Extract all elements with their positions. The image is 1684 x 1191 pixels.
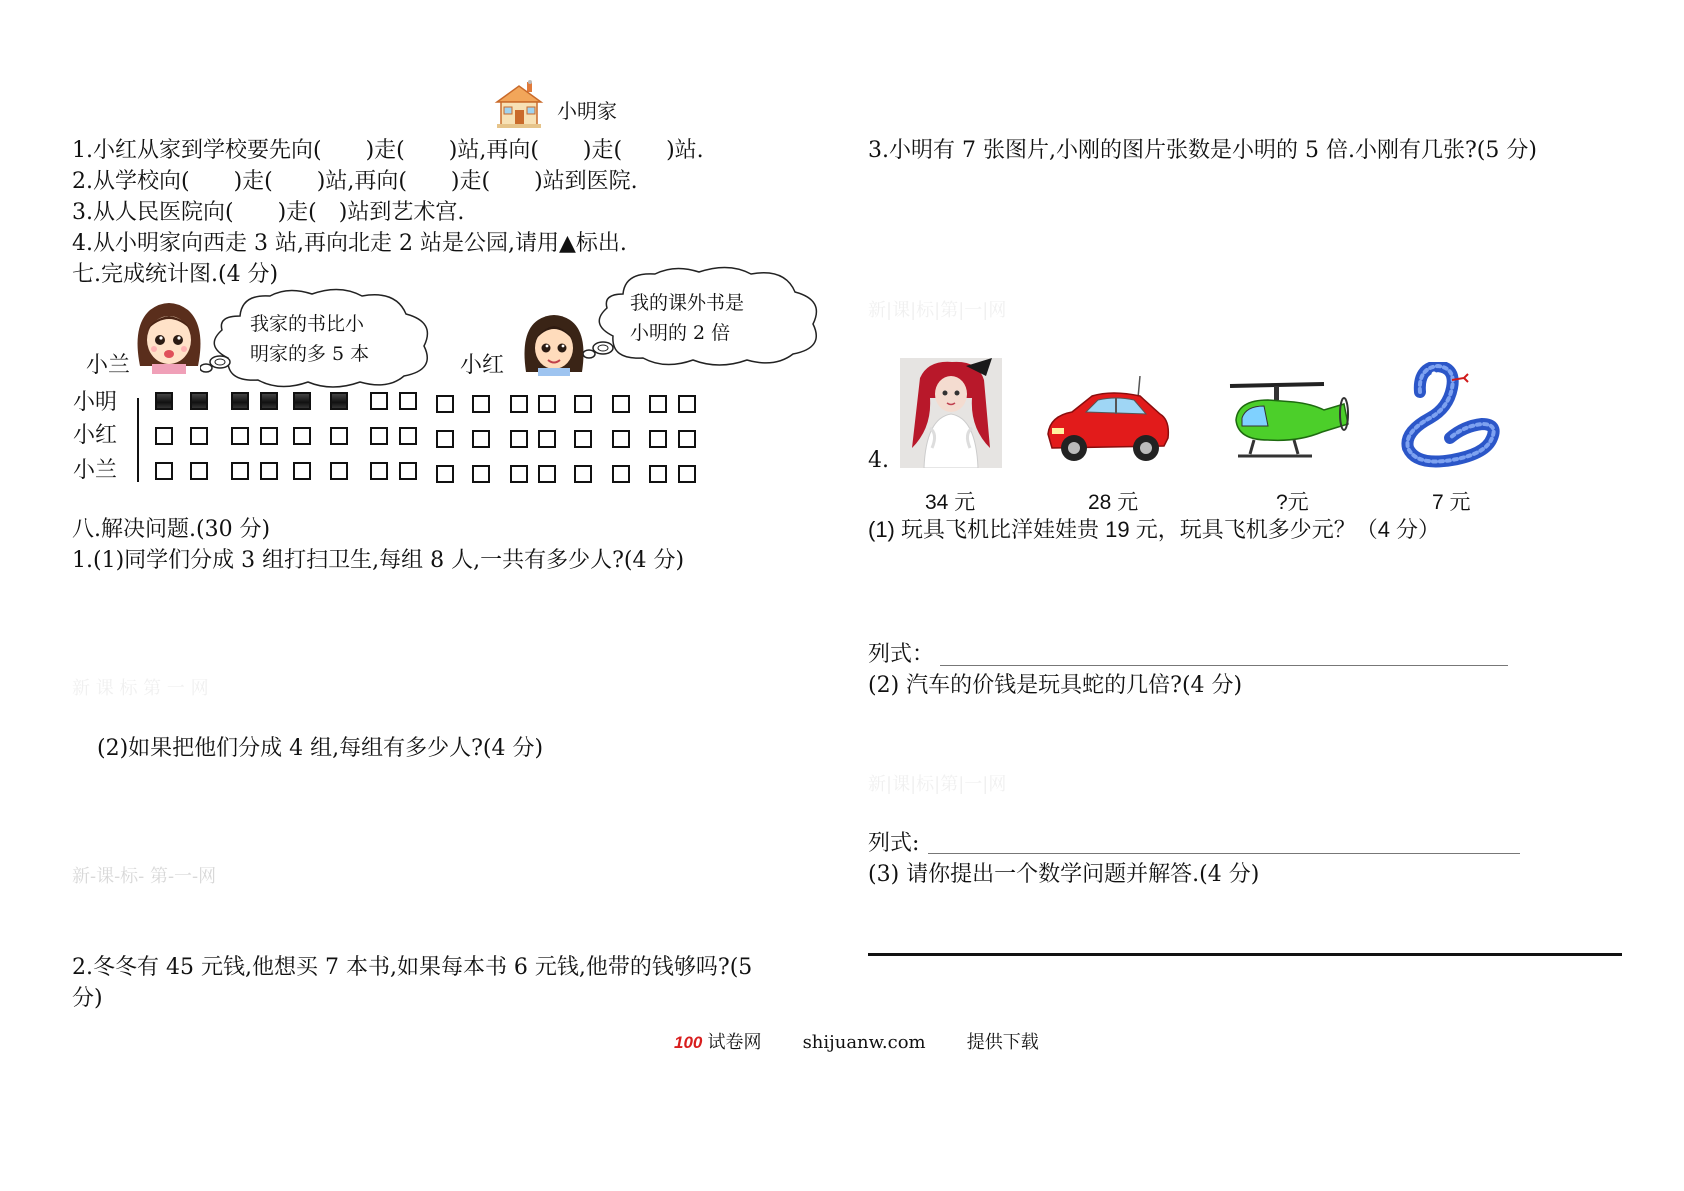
house-icon: [493, 80, 545, 130]
chart-box[interactable]: [231, 392, 249, 410]
chart-box[interactable]: [399, 427, 417, 445]
price-snake: 7 元: [1432, 491, 1471, 514]
chart-box[interactable]: [574, 465, 592, 483]
helicopter-icon: [1228, 380, 1352, 468]
section-7-title: 七.完成统计图.(4 分): [72, 262, 279, 287]
chart-box[interactable]: [155, 392, 173, 410]
chart-box[interactable]: [649, 395, 667, 413]
chart-box[interactable]: [678, 465, 696, 483]
chart-box[interactable]: [155, 427, 173, 445]
chart-box[interactable]: [293, 427, 311, 445]
car-icon: [1042, 376, 1174, 468]
chart-box[interactable]: [370, 392, 388, 410]
problem-4-3: (3) 请你提出一个数学问题并解答.(4 分): [868, 862, 1260, 887]
chart-box[interactable]: [649, 430, 667, 448]
problem-3: 3.小明有 7 张图片,小刚的图片张数是小明的 5 倍.小刚有几张?(5 分): [868, 138, 1537, 163]
footer: [674, 1028, 1039, 1056]
route-question-1: 1.小红从家到学校要先向( )走( )站,再向( )走( )站.: [72, 138, 704, 163]
xiaolan-speech-line-1: 我家的书比小: [250, 313, 365, 335]
chart-box[interactable]: [293, 462, 311, 480]
xiaohong-speech-line-2: 小明的 2 倍: [630, 322, 731, 344]
route-question-3: 3.从人民医院向( )走( )站到艺术宫.: [72, 200, 465, 225]
xiaolan-label: 小兰: [86, 353, 131, 378]
route-question-2: 2.从学校向( )走( )站,再向( )走( )站到医院.: [72, 169, 638, 194]
doll-icon: [900, 358, 1002, 468]
problem-1-2: (2)如果把他们分成 4 组,每组有多少人?(4 分): [97, 736, 544, 761]
chart-box[interactable]: [260, 462, 278, 480]
chart-box[interactable]: [370, 462, 388, 480]
chart-box[interactable]: [231, 427, 249, 445]
girl-xiaolan-icon: [130, 296, 208, 374]
chart-box[interactable]: [260, 392, 278, 410]
chart-box[interactable]: [190, 427, 208, 445]
chart-box[interactable]: [538, 430, 556, 448]
snake-icon: [1390, 362, 1502, 468]
watermark: 新 课 标 第 一 网: [72, 678, 209, 699]
price-helicopter: ?元: [1276, 491, 1309, 514]
site-name: shijuanw.com: [802, 1032, 926, 1053]
chart-row-label: 小兰: [73, 458, 118, 483]
chart-box[interactable]: [330, 462, 348, 480]
chart-box[interactable]: [472, 430, 490, 448]
chart-box[interactable]: [190, 462, 208, 480]
xiaolan-speech-line-2: 明家的多 5 本: [250, 343, 370, 365]
chart-box[interactable]: [399, 462, 417, 480]
chart-box[interactable]: [330, 427, 348, 445]
chart-box[interactable]: [510, 465, 528, 483]
chart-box[interactable]: [612, 465, 630, 483]
chart-box[interactable]: [155, 462, 173, 480]
answer-line-3[interactable]: [868, 953, 1622, 956]
chart-box[interactable]: [330, 392, 348, 410]
chart-box[interactable]: [472, 465, 490, 483]
chart-box[interactable]: [538, 465, 556, 483]
xiaohong-speech-line-1: 我的课外书是: [630, 292, 745, 314]
logo-name: 试卷网: [707, 1032, 762, 1053]
girl-xiaohong-icon: [520, 310, 588, 376]
chart-box[interactable]: [678, 430, 696, 448]
xiaoming-home-label: 小明家: [557, 99, 617, 123]
xiaohong-label: 小红: [460, 353, 505, 378]
chart-box[interactable]: [260, 427, 278, 445]
section-8-title: 八.解决问题.(30 分): [72, 517, 271, 542]
formula-label-2: 列式:: [868, 831, 920, 856]
chart-box[interactable]: [472, 395, 490, 413]
formula-label-1: 列式：: [868, 642, 935, 667]
chart-box[interactable]: [510, 430, 528, 448]
problem-4-label: 4.: [868, 448, 889, 473]
problem-4-2: (2) 汽车的价钱是玩具蛇的几倍?(4 分): [868, 673, 1243, 698]
chart-row-label: 小红: [73, 423, 118, 448]
chart-box[interactable]: [538, 395, 556, 413]
chart-box[interactable]: [612, 430, 630, 448]
chart-row-label: 小明: [73, 390, 118, 415]
chart-box[interactable]: [231, 462, 249, 480]
chart-box[interactable]: [574, 395, 592, 413]
chart-box[interactable]: [678, 395, 696, 413]
answer-line-2[interactable]: [928, 853, 1520, 854]
problem-4-1: (1) 玩具飞机比洋娃娃贵 19 元，玩具飞机多少元？（4 分）: [868, 517, 1441, 542]
provide-download: 提供下载: [966, 1032, 1039, 1053]
chart-box[interactable]: [436, 430, 454, 448]
watermark: 新|课|标|第|一|网: [868, 300, 1007, 321]
problem-1-1: 1.(1)同学们分成 3 组打扫卫生,每组 8 人,一共有多少人?(4 分): [72, 548, 685, 573]
chart-box[interactable]: [612, 395, 630, 413]
chart-box[interactable]: [649, 465, 667, 483]
problem-2-line-2: 分): [72, 986, 103, 1011]
chart-box[interactable]: [436, 465, 454, 483]
price-car: 28 元: [1088, 491, 1139, 514]
logo-number: 100: [674, 1033, 703, 1052]
chart-box[interactable]: [510, 395, 528, 413]
watermark: 新|课|标|第|一|网: [868, 774, 1007, 795]
chart-box[interactable]: [436, 395, 454, 413]
chart-axis: [137, 398, 139, 482]
chart-box[interactable]: [190, 392, 208, 410]
chart-box[interactable]: [574, 430, 592, 448]
watermark: 新-课-标- 第-一-网: [72, 866, 217, 887]
chart-box[interactable]: [370, 427, 388, 445]
answer-line-1[interactable]: [940, 665, 1508, 666]
price-doll: 34 元: [925, 491, 976, 514]
chart-box[interactable]: [399, 392, 417, 410]
chart-box[interactable]: [293, 392, 311, 410]
problem-2-line-1: 2.冬冬有 45 元钱,他想买 7 本书,如果每本书 6 元钱,他带的钱够吗?(5: [72, 955, 753, 980]
route-question-4: 4.从小明家向西走 3 站,再向北走 2 站是公园,请用▲标出.: [72, 231, 627, 256]
